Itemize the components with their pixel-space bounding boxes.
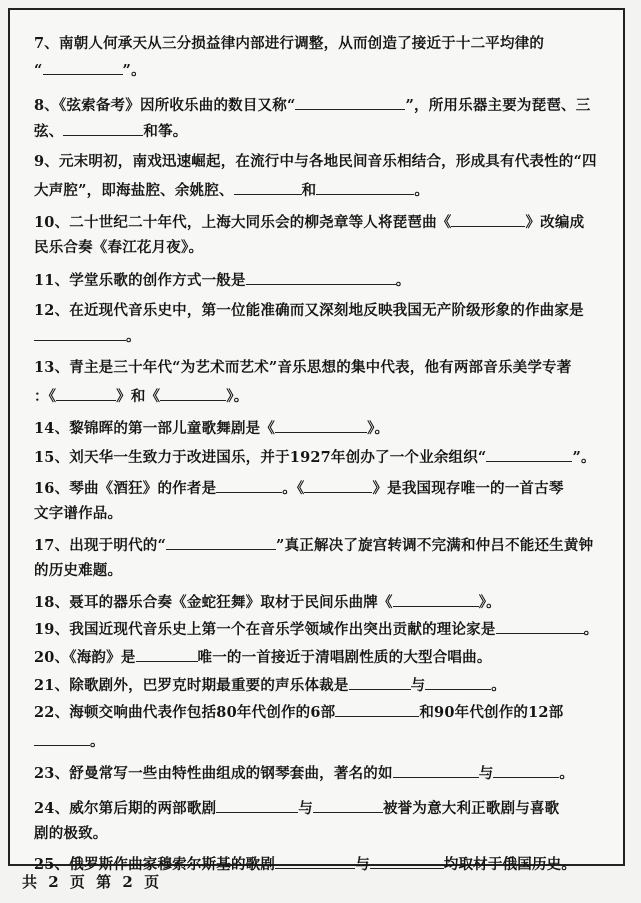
footer-total-suffix: 页 bbox=[69, 873, 85, 891]
answer-blank[interactable] bbox=[246, 270, 396, 285]
answer-blank[interactable] bbox=[349, 675, 411, 690]
text-segment: ”。 bbox=[572, 449, 596, 466]
footer-page-value: 2 bbox=[122, 873, 133, 891]
answer-blank[interactable] bbox=[393, 592, 479, 607]
answer-blank[interactable] bbox=[56, 386, 116, 401]
text-segment: 与 bbox=[355, 856, 370, 873]
text-segment: 》。 bbox=[226, 388, 249, 405]
text-line bbox=[34, 647, 609, 668]
text-segment: 15、刘天华一生致力于改进国乐，并于1927年创办了一个业余组织“ bbox=[34, 449, 487, 466]
text-segment: 14、黎锦晖的第一部儿童歌舞剧是《 bbox=[34, 420, 276, 437]
text-line bbox=[34, 358, 609, 378]
footer-page-suffix: 页 bbox=[144, 873, 160, 891]
text-segment: 均取材于俄国历史。 bbox=[443, 856, 577, 873]
text-segment: 。《 bbox=[282, 480, 305, 497]
footer-page-prefix: 第 bbox=[96, 873, 112, 891]
text-line bbox=[34, 619, 609, 640]
page-footer bbox=[22, 871, 165, 892]
text-segment: 和 bbox=[301, 182, 317, 199]
footer-total-prefix: 共 bbox=[22, 873, 38, 891]
text-segment: 被誉为意大利正歌剧与喜歌 bbox=[382, 800, 560, 817]
text-segment: 10、二十世纪二十年代，上海大同乐会的柳尧章等人将琵琶曲《 bbox=[34, 214, 452, 231]
answer-blank[interactable] bbox=[160, 386, 226, 401]
text-segment: 大声腔”，即海盐腔、余姚腔、 bbox=[34, 182, 234, 199]
text-line bbox=[34, 418, 609, 439]
text-segment: 22、海顿交响曲代表作包括80年代创作的6部 bbox=[34, 704, 336, 721]
answer-blank[interactable] bbox=[486, 447, 572, 462]
text-segment: 19、我国近现代音乐史上第一个在音乐学领域作出突出贡献的理论家是 bbox=[34, 621, 496, 638]
text-segment: ”，所用乐器主要为琵琶、三 bbox=[405, 97, 591, 114]
answer-blank[interactable] bbox=[216, 478, 282, 493]
text-segment: 》和《 bbox=[116, 388, 161, 405]
answer-blank[interactable] bbox=[275, 854, 355, 869]
answer-blank[interactable] bbox=[393, 763, 479, 778]
text-line bbox=[34, 301, 609, 321]
text-segment: 》是我国现存唯一的一首古琴 bbox=[372, 480, 564, 497]
text-line bbox=[34, 798, 609, 819]
text-segment: ”。 bbox=[122, 62, 146, 79]
answer-blank[interactable] bbox=[304, 478, 372, 493]
text-segment: 11、学堂乐歌的创作方式一般是 bbox=[34, 272, 246, 289]
answer-blank[interactable] bbox=[34, 731, 90, 746]
answer-blank[interactable] bbox=[493, 763, 559, 778]
text-segment: 》。 bbox=[367, 420, 390, 437]
text-line bbox=[34, 212, 609, 233]
text-segment: 7、南朝人何承天从三分损益律内部进行调整，从而创造了接近于十二平均律的 bbox=[34, 35, 545, 52]
answer-blank[interactable] bbox=[63, 121, 143, 136]
text-segment: 。 bbox=[126, 328, 141, 345]
text-line bbox=[34, 763, 609, 784]
text-line bbox=[34, 592, 609, 613]
text-line bbox=[34, 478, 609, 499]
text-segment: 的历史难题。 bbox=[34, 562, 123, 579]
text-line bbox=[34, 326, 609, 347]
text-segment: 和筝。 bbox=[143, 123, 188, 140]
text-segment: 24、威尔第后期的两部歌剧 bbox=[34, 800, 217, 817]
text-segment: 。 bbox=[414, 182, 430, 199]
text-segment: 。 bbox=[395, 272, 411, 289]
text-line bbox=[34, 152, 609, 172]
text-segment: “ bbox=[34, 62, 43, 79]
text-segment: 23、舒曼常写一些由特性曲组成的钢琴套曲，著名的如 bbox=[34, 765, 393, 782]
answer-blank[interactable] bbox=[316, 180, 414, 195]
text-segment: 21、除歌剧外，巴罗克时期最重要的声乐体裁是 bbox=[34, 677, 349, 694]
text-segment: 18、聂耳的器乐合奏《金蛇狂舞》取材于民间乐曲牌《 bbox=[34, 594, 393, 611]
text-segment: 唯一的一首接近于清唱剧性质的大型合唱曲。 bbox=[197, 649, 492, 666]
answer-blank[interactable] bbox=[275, 418, 367, 433]
answer-blank[interactable] bbox=[234, 180, 302, 195]
answer-blank[interactable] bbox=[335, 702, 419, 717]
text-line bbox=[34, 95, 609, 116]
answer-blank[interactable] bbox=[216, 798, 298, 813]
text-segment: 。 bbox=[491, 677, 506, 694]
text-line bbox=[34, 34, 609, 54]
answer-blank[interactable] bbox=[295, 95, 405, 110]
text-line bbox=[34, 121, 609, 142]
text-line bbox=[34, 561, 609, 581]
text-segment: 9、元末明初，南戏迅速崛起，在流行中与各地民间音乐相结合，形成具有代表性的“四 bbox=[34, 153, 597, 170]
text-segment: 17、出现于明代的“ bbox=[34, 537, 167, 554]
text-segment: 20、《海韵》是 bbox=[34, 649, 136, 666]
text-segment: 与 bbox=[478, 765, 494, 782]
text-segment: 文字谱作品。 bbox=[34, 505, 123, 522]
text-line bbox=[34, 447, 609, 468]
text-segment: 与 bbox=[410, 677, 426, 694]
text-line bbox=[34, 731, 609, 752]
text-segment: 12、在近现代音乐史中，第一位能准确而又深刻地反映我国无产阶级形象的作曲家是 bbox=[34, 302, 584, 319]
text-line bbox=[34, 824, 609, 844]
text-line bbox=[34, 386, 609, 407]
text-segment: 16、琴曲《酒狂》的作者是 bbox=[34, 480, 217, 497]
answer-blank[interactable] bbox=[451, 212, 525, 227]
text-line bbox=[34, 702, 609, 723]
answer-blank[interactable] bbox=[313, 798, 383, 813]
text-segment: 8、《弦索备考》因所收乐曲的数目又称“ bbox=[34, 97, 296, 114]
text-segment: 13、青主是三十年代“为艺术而艺术”音乐思想的集中代表，他有两部音乐美学专著 bbox=[34, 359, 572, 376]
exam-sheet bbox=[8, 8, 625, 873]
answer-blank[interactable] bbox=[34, 326, 126, 341]
text-segment: 与 bbox=[298, 800, 313, 817]
answer-blank[interactable] bbox=[136, 647, 198, 662]
text-segment: 25、俄罗斯作曲家穆索尔斯基的歌剧 bbox=[34, 856, 276, 873]
text-segment: ”真正解决了旋宫转调不完满和仲吕不能还生黄钟 bbox=[276, 537, 594, 554]
text-segment: 民乐合奏《春江花月夜》。 bbox=[34, 239, 204, 256]
footer-total-value: 2 bbox=[48, 873, 59, 891]
text-line bbox=[34, 535, 609, 556]
text-segment: 》改编成 bbox=[525, 214, 585, 231]
answer-blank[interactable] bbox=[370, 854, 444, 869]
text-segment: 和90年代创作的12部 bbox=[419, 704, 564, 721]
text-line bbox=[34, 180, 609, 201]
text-line bbox=[34, 270, 609, 291]
text-line bbox=[34, 60, 609, 81]
text-segment: 。 bbox=[559, 765, 575, 782]
text-segment: 剧的极致。 bbox=[34, 825, 108, 842]
answer-blank[interactable] bbox=[425, 675, 491, 690]
text-segment: 弦、 bbox=[34, 123, 64, 140]
text-segment: 》。 bbox=[478, 594, 501, 611]
text-segment: 。 bbox=[90, 733, 105, 750]
text-line bbox=[34, 504, 609, 524]
text-line bbox=[34, 238, 609, 258]
text-segment: 。 bbox=[583, 621, 599, 638]
answer-blank[interactable] bbox=[43, 60, 123, 75]
text-line bbox=[34, 675, 609, 696]
answer-blank[interactable] bbox=[166, 535, 276, 550]
answer-blank[interactable] bbox=[496, 619, 584, 634]
text-segment: ：《 bbox=[34, 388, 57, 405]
